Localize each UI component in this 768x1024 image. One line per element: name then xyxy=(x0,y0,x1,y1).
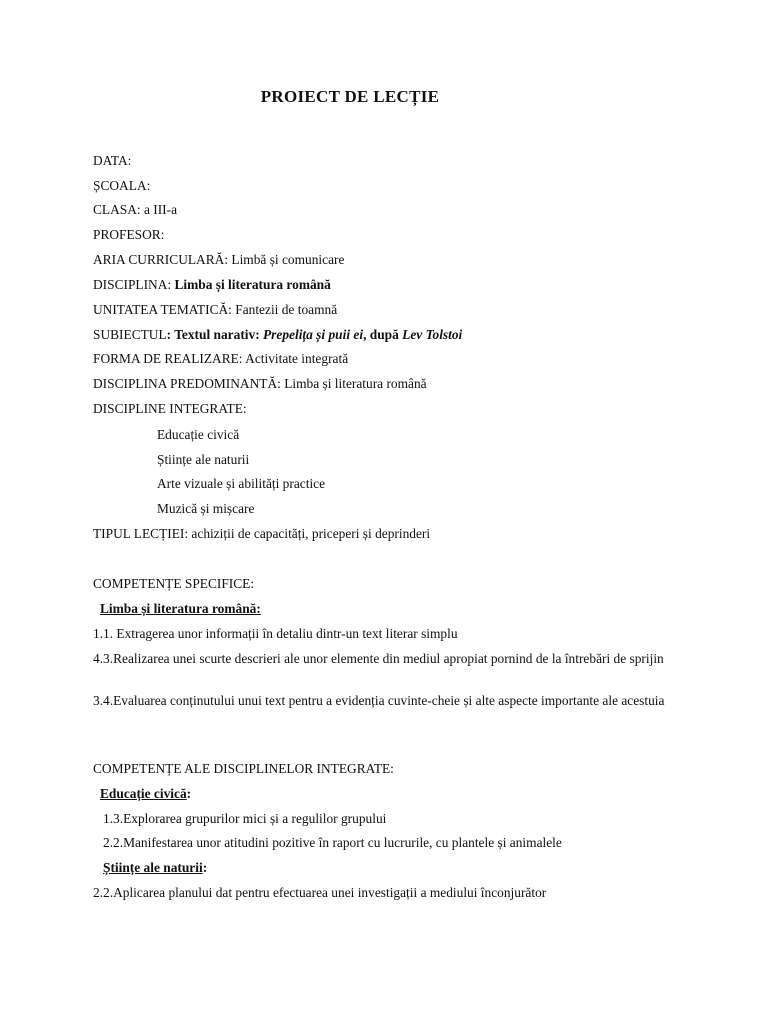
field-subiectul-type: : Textul narativ: xyxy=(166,327,263,342)
field-forma-label: FORMA DE REALIZARE: xyxy=(93,351,243,366)
field-aria xyxy=(93,252,344,268)
competente-specifice-heading: COMPETENȚE SPECIFICE: xyxy=(93,576,255,591)
integrate-item: Educație civică xyxy=(157,427,240,442)
field-subiectul-title: Prepelița și puii ei xyxy=(263,327,364,342)
field-unitatea xyxy=(93,302,337,318)
integrate-item: Științe ale naturii xyxy=(157,452,250,467)
natura-item: 2.2.Aplicarea planului dat pentru efectuarea unei investigații a mediului înconjurător xyxy=(93,885,547,900)
field-clasa-value: a III-a xyxy=(140,202,178,217)
field-unitatea-label: UNITATEA TEMATICĂ: xyxy=(93,302,232,317)
field-subiectul-after: , după xyxy=(363,327,403,342)
field-discipline-integrate: DISCIPLINE INTEGRATE: xyxy=(93,401,247,416)
field-subiectul xyxy=(93,327,462,343)
natura-colon: : xyxy=(202,860,208,875)
document-title: PROIECT DE LECȚIE xyxy=(260,87,440,106)
field-tipul-value: achiziții de capacități, priceperi și deprinderi xyxy=(188,526,431,541)
civica-item: 2.2.Manifestarea unor atitudini pozitive în raport cu lucrurile, cu plantele și animalele xyxy=(103,835,562,850)
field-disciplina-label: DISCIPLINA: xyxy=(93,277,172,292)
integrate-item: Arte vizuale și abilități practice xyxy=(157,476,326,491)
field-data: DATA: xyxy=(93,153,132,168)
field-subiectul-author: Lev Tolstoi xyxy=(402,327,463,342)
competenta-item: 4.3.Realizarea unei scurte descrieri ale unor elemente din mediul apropiat pornind de la întrebări de sprijin xyxy=(93,651,664,666)
competenta-item: 1.1. Extragerea unor informații în detaliu dintr-un text literar simplu xyxy=(93,626,458,641)
field-tipul-label: TIPUL LECȚIEI: xyxy=(93,526,189,541)
competente-integrate-heading: COMPETENȚE ALE DISCIPLINELOR INTEGRATE: xyxy=(93,761,394,776)
field-predominanta-value: Limba și literatura română xyxy=(280,376,427,391)
field-forma xyxy=(93,351,348,367)
field-disciplina-value: Limba și literatura română xyxy=(174,277,331,292)
field-forma-value: Activitate integrată xyxy=(242,351,349,366)
field-tipul xyxy=(93,526,430,542)
field-subiectul-label: SUBIECTUL xyxy=(93,327,167,342)
civica-colon: : xyxy=(186,786,192,801)
civica-item: 1.3.Explorarea grupurilor mici și a regulilor grupului xyxy=(103,811,387,826)
field-aria-label: ARIA CURRICULARĂ: xyxy=(93,252,229,267)
natura-heading xyxy=(103,860,207,876)
field-aria-value: Limbă și comunicare xyxy=(228,252,345,267)
field-scoala: ȘCOALA: xyxy=(93,178,151,193)
competenta-item: 3.4.Evaluarea conținutului unui text pentru a evidenția cuvinte-cheie și alte aspecte importante ale acestuia xyxy=(93,693,665,708)
civica-heading xyxy=(100,786,191,802)
field-profesor: PROFESOR: xyxy=(93,227,165,242)
field-unitatea-value: Fantezii de toamnă xyxy=(231,302,338,317)
competente-subject-heading: Limba și literatura română: xyxy=(100,601,261,616)
field-predominanta xyxy=(93,376,427,392)
field-clasa-label: CLASA: xyxy=(93,202,141,217)
civica-title: Educație civică xyxy=(100,786,187,801)
natura-title: Științe ale naturii xyxy=(103,860,203,875)
field-disciplina xyxy=(93,277,331,293)
field-predominanta-label: DISCIPLINA PREDOMINANTĂ: xyxy=(93,376,281,391)
field-clasa xyxy=(93,202,177,218)
integrate-item: Muzică și mișcare xyxy=(157,501,255,516)
